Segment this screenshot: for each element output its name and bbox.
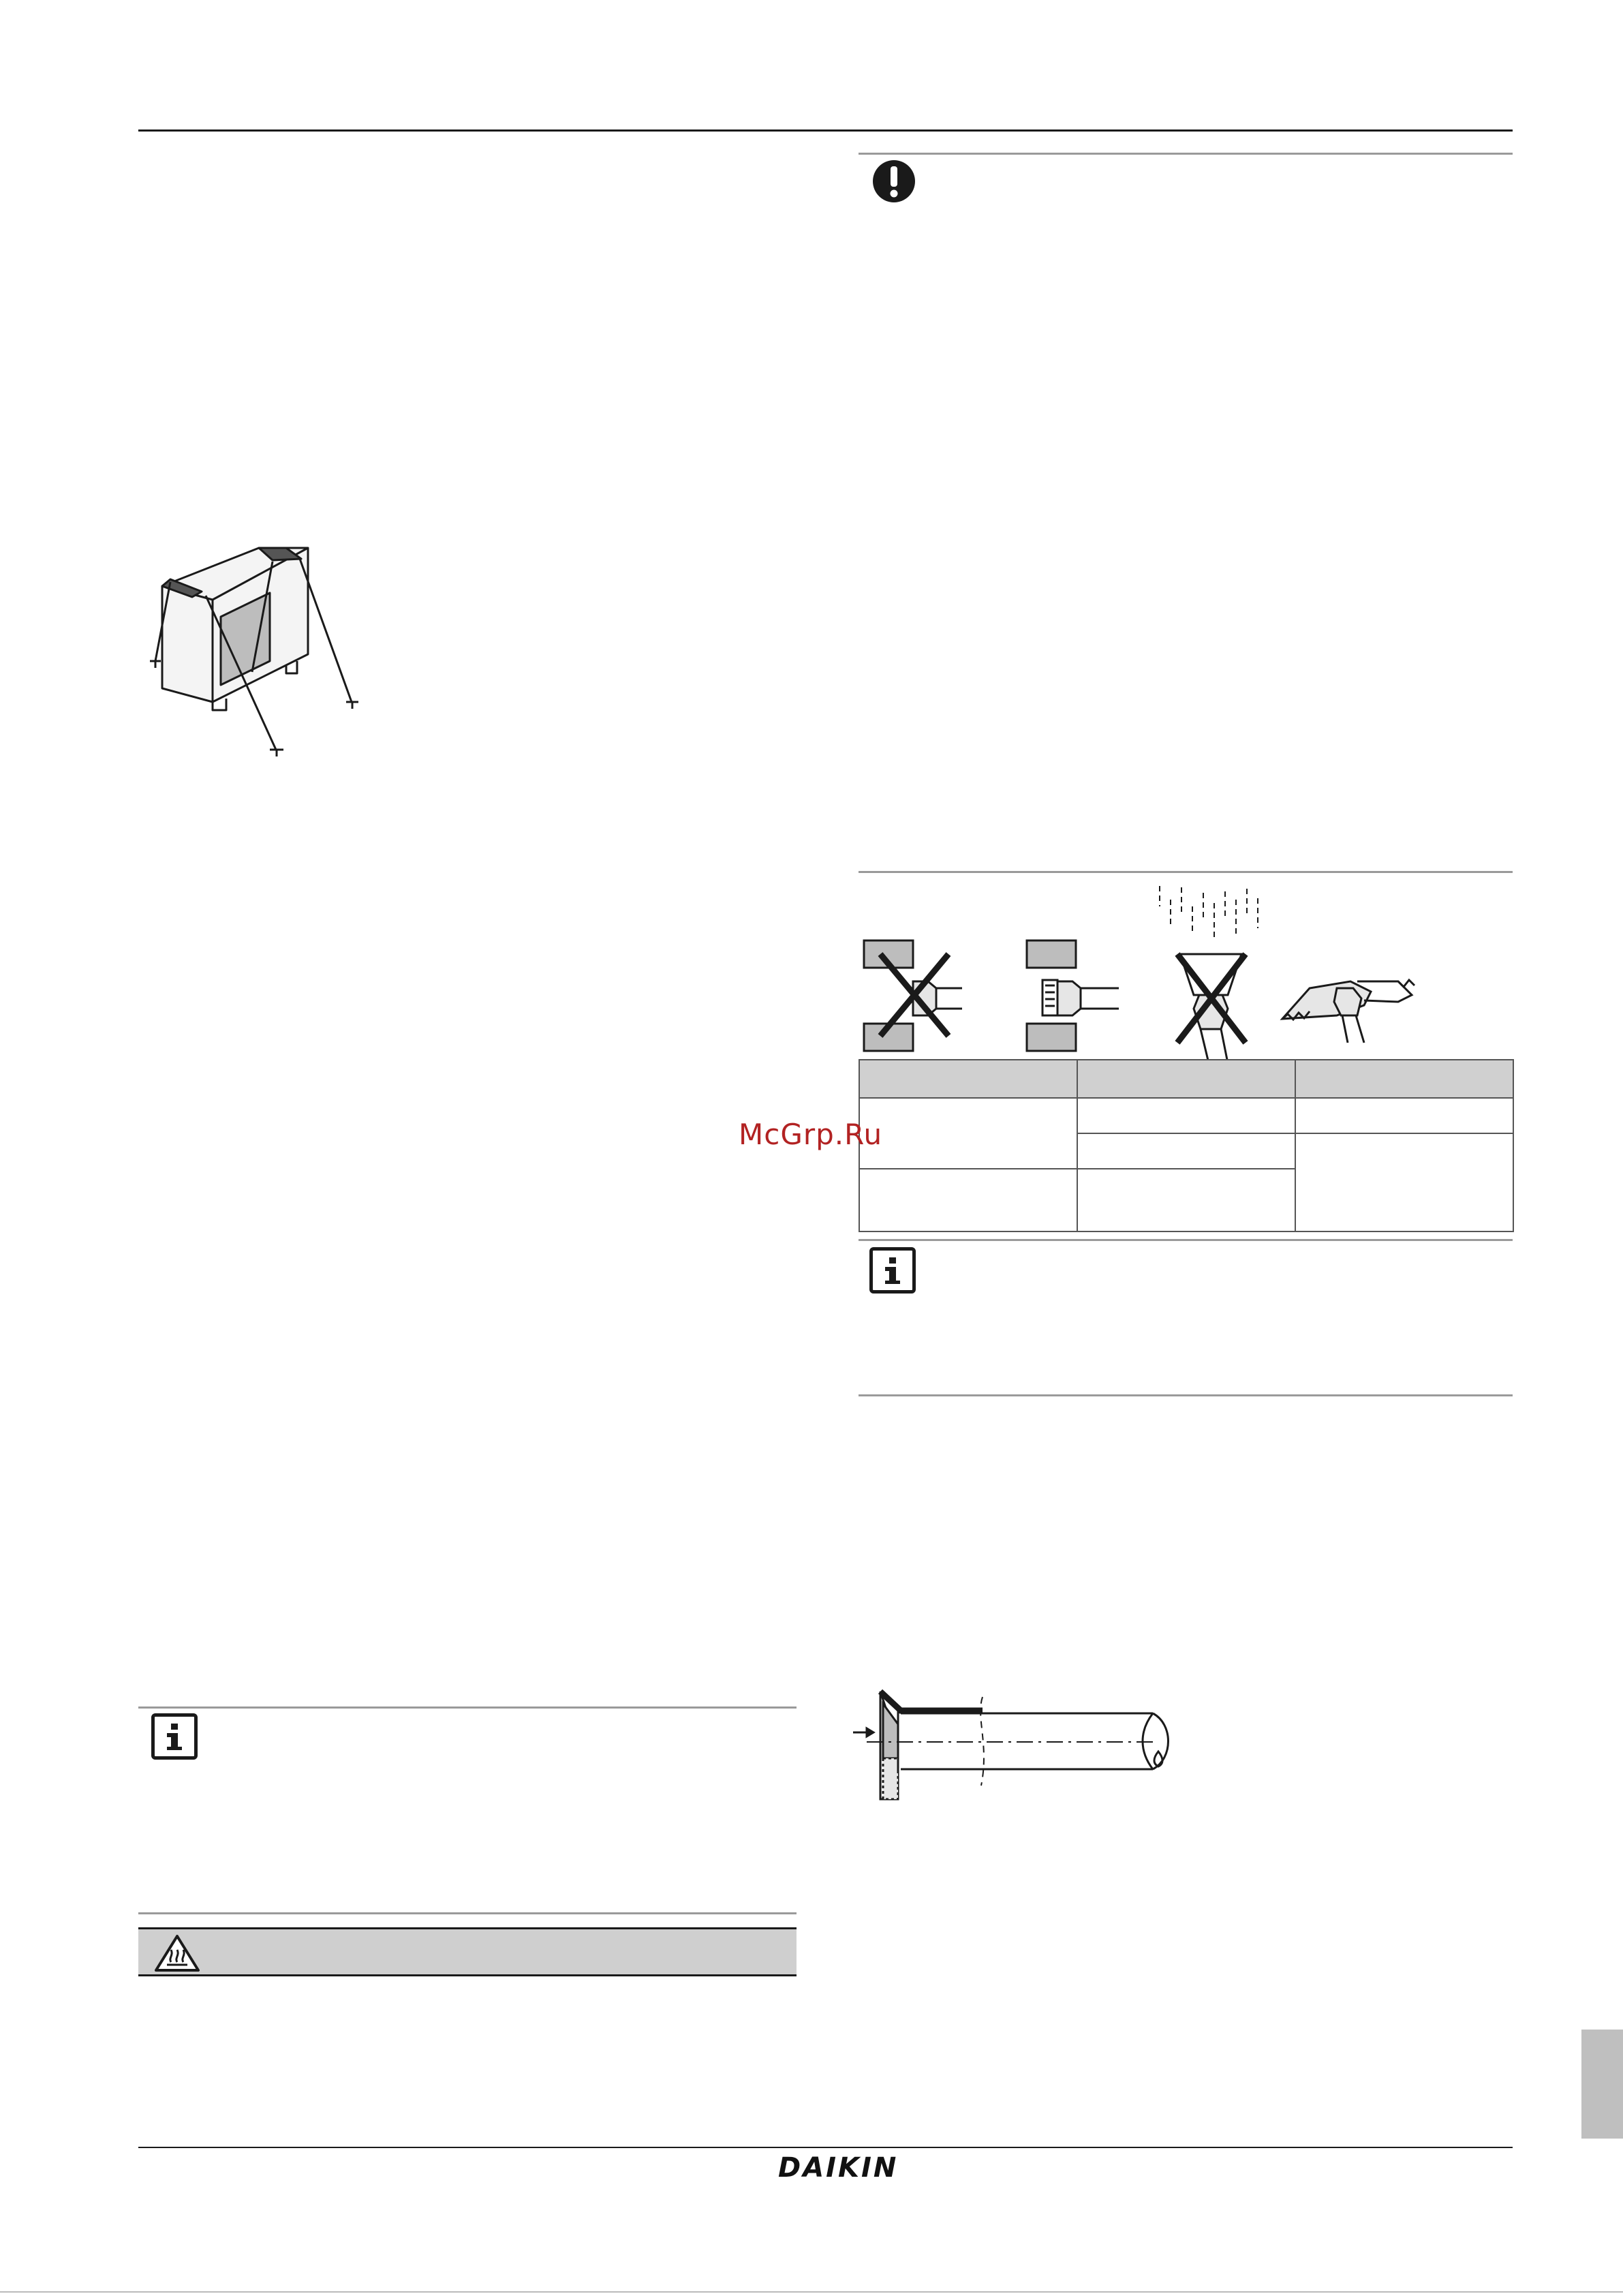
page-bottom-edge: [0, 2291, 1623, 2293]
pipe-protection-table: [859, 1059, 1514, 1232]
daikin-logo: DAIKIN: [778, 2152, 899, 2184]
table-cell: [1295, 1133, 1513, 1231]
outdoor-unit-tie-down-illustration: [150, 532, 368, 756]
pipe-handling-rule: [859, 871, 1513, 873]
info-icon: [151, 1713, 198, 1760]
hot-surface-warning-icon: [153, 1933, 201, 1973]
table-cell: [859, 1098, 1077, 1169]
table-cell: [1077, 1133, 1295, 1169]
pipe-end-protection-illustration: [860, 879, 1419, 1063]
section-side-tab: [1581, 2030, 1623, 2139]
caution-rule: [138, 1912, 797, 1914]
info-note-rule: [859, 1239, 1513, 1241]
flare-pipe-illustration: [853, 1683, 1173, 1813]
table-cell: [1077, 1098, 1295, 1133]
header-rule: [138, 129, 1513, 132]
left-info-rule: [138, 1706, 797, 1709]
info-icon: [869, 1247, 916, 1294]
exclamation-circle-icon: [871, 158, 917, 204]
table-cell: [1295, 1098, 1513, 1133]
table-cell: [859, 1169, 1077, 1231]
table-cell: [1077, 1169, 1295, 1231]
table-header-cell: [859, 1060, 1077, 1098]
footer-rule: [138, 2147, 1513, 2148]
watermark: McGrp.Ru: [739, 1118, 883, 1151]
info-note-end-rule: [859, 1394, 1513, 1396]
table-header-cell: [1295, 1060, 1513, 1098]
hot-surface-caution-bar: [138, 1927, 797, 1976]
table-header-cell: [1077, 1060, 1295, 1098]
table-header-row: [859, 1060, 1513, 1098]
important-notice-rule: [859, 153, 1513, 155]
table-row: [859, 1098, 1513, 1133]
